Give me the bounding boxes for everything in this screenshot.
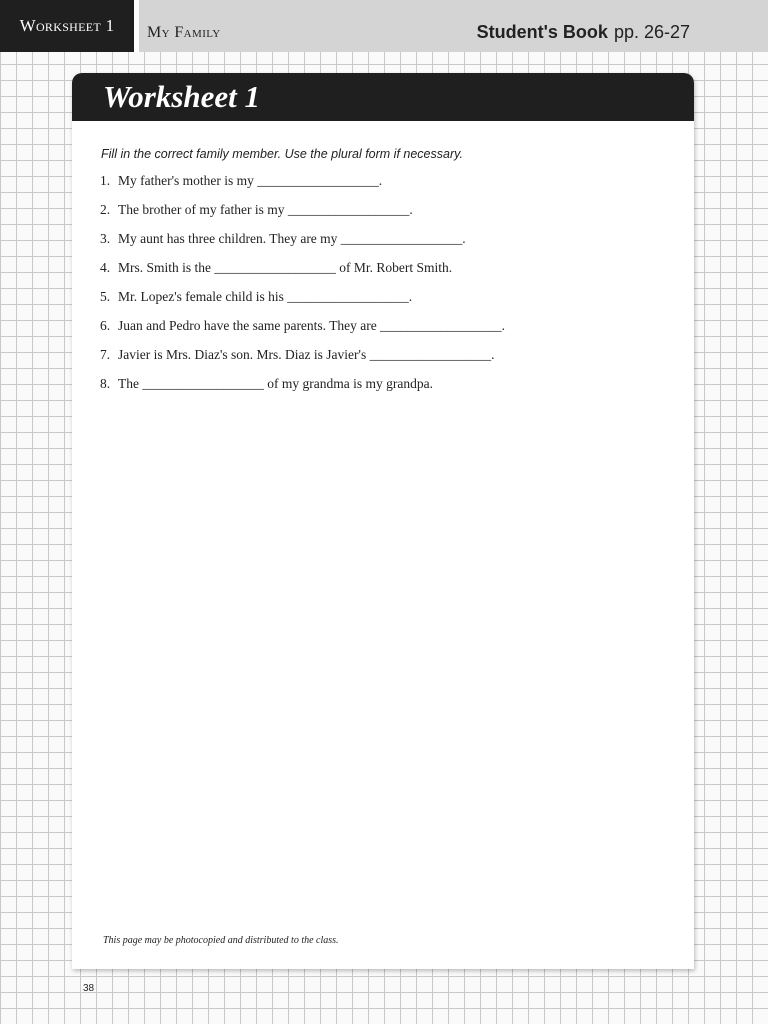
sheet-title-bar <box>72 73 694 121</box>
item-text: My aunt has three children. They are my __________________. <box>118 231 466 246</box>
exercise-item <box>100 347 505 376</box>
item-number: 4. <box>100 260 111 275</box>
item-number: 8. <box>100 376 111 391</box>
item-number: 5. <box>100 289 111 304</box>
item-number: 1. <box>100 173 111 188</box>
chapter-title: My Family <box>147 24 221 41</box>
item-number: 7. <box>100 347 111 362</box>
exercise-item <box>100 173 505 202</box>
item-number: 3. <box>100 231 111 246</box>
exercise-item <box>100 289 505 318</box>
worksheet-tab-label: Worksheet 1 <box>0 0 134 52</box>
header-bar <box>0 0 768 52</box>
item-text: The brother of my father is my __________________. <box>118 202 413 217</box>
exercise-item <box>100 202 505 231</box>
exercise-item <box>100 318 505 347</box>
page-number: 38 <box>83 983 95 994</box>
book-label: Student's Book <box>476 22 608 42</box>
sheet-title: Worksheet 1 <box>103 79 261 114</box>
photocopy-notice: This page may be photocopied and distributed to the class. <box>103 935 339 946</box>
page-range: pp. 26-27 <box>613 22 690 42</box>
item-text: Mr. Lopez's female child is his __________________. <box>118 289 413 304</box>
item-text: Juan and Pedro have the same parents. They are __________________. <box>118 318 506 333</box>
exercise-item <box>100 260 505 289</box>
exercise-list <box>100 173 505 405</box>
item-text: The __________________ of my grandma is my grandpa. <box>118 376 433 391</box>
item-number: 2. <box>100 202 111 217</box>
item-text: Javier is Mrs. Diaz's son. Mrs. Diaz is Javier's __________________. <box>118 347 495 362</box>
book-reference <box>477 22 690 43</box>
item-text: Mrs. Smith is the __________________ of Mr. Robert Smith. <box>118 260 453 275</box>
header-separator <box>134 0 139 52</box>
item-text: My father's mother is my __________________. <box>118 173 383 188</box>
worksheet-sheet <box>72 73 694 969</box>
exercise-item <box>100 376 505 405</box>
instructions: Fill in the correct family member. Use the plural form if necessary. <box>101 147 463 161</box>
exercise-item <box>100 231 505 260</box>
item-number: 6. <box>100 318 111 333</box>
